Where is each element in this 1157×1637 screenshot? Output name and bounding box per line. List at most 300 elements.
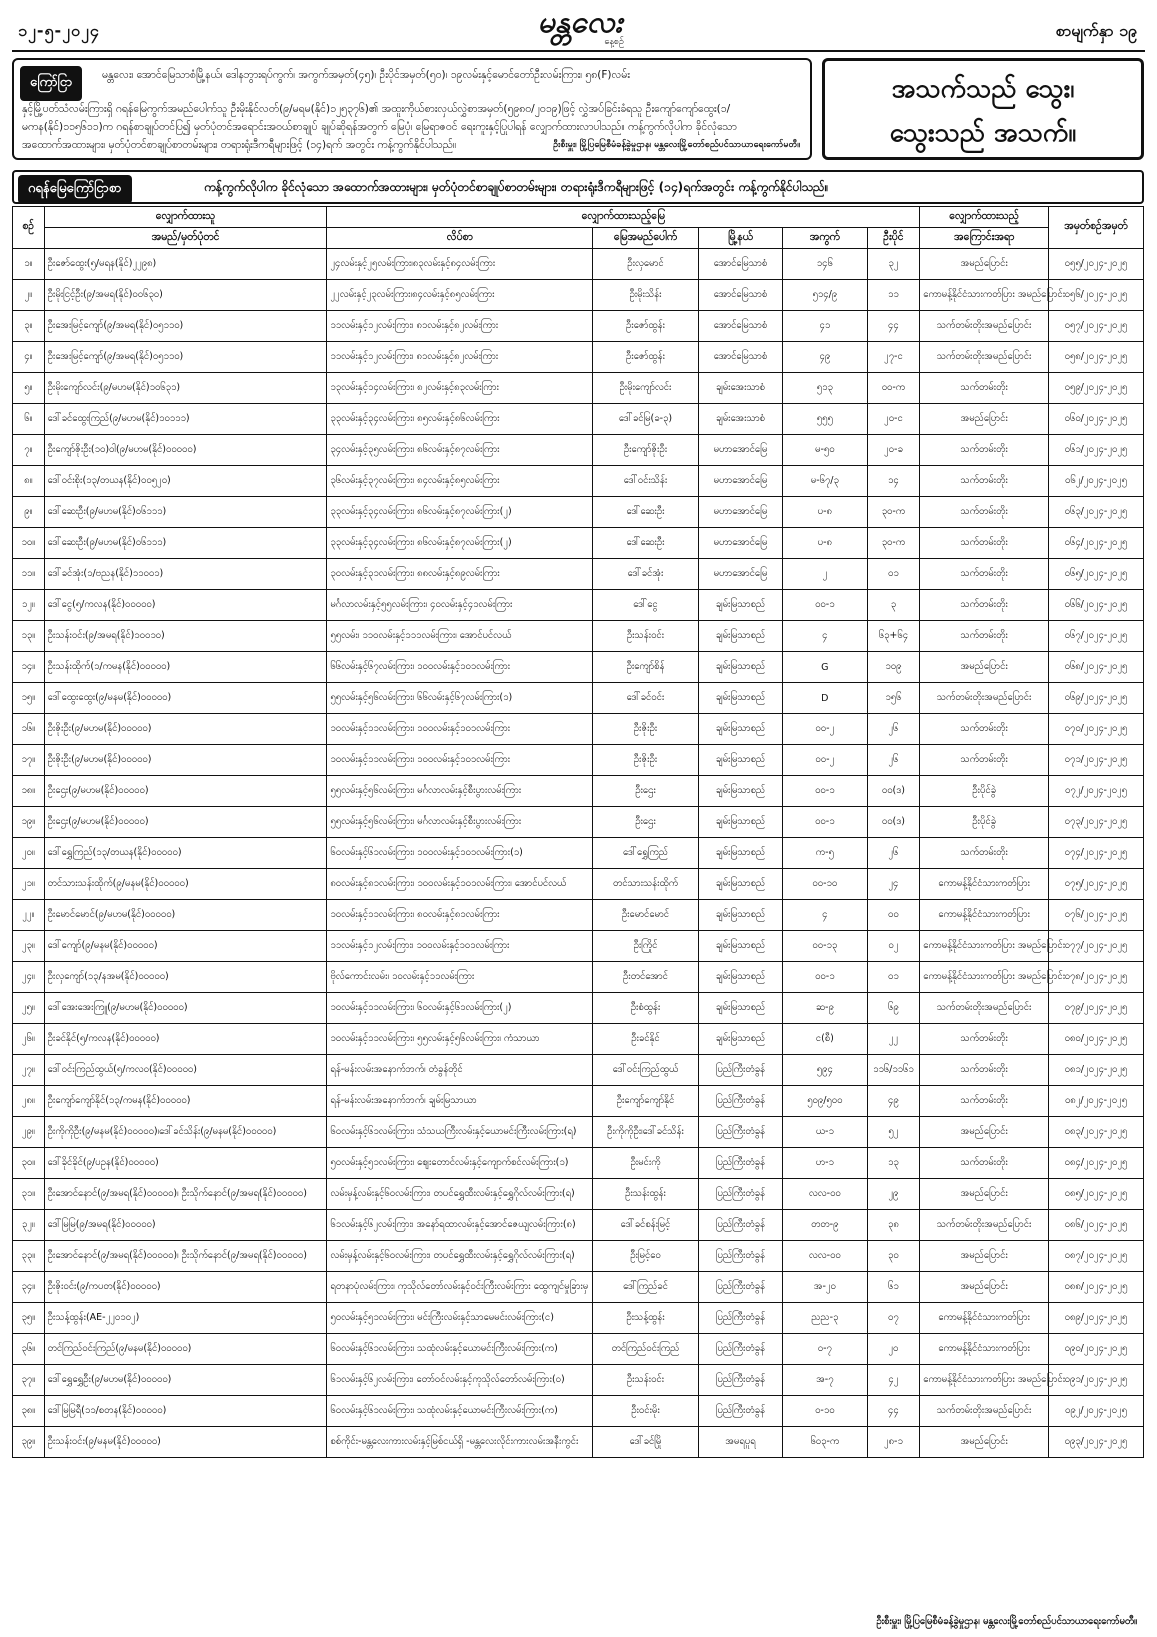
cell-row-no: ၂၃။ — [13, 931, 45, 962]
cell-row-no: ၇။ — [13, 435, 45, 466]
cell-block: ၀၀-၁ — [783, 776, 867, 807]
cell-reg-no: ၀၆၃/၂၀၂၄-၂၀၂၅ — [1048, 497, 1143, 528]
cell-applicant: ဒေါ်ထွေးထွေး(၉/မနမ(နိုင်)၀၀၀၀၀) — [44, 683, 327, 714]
cell-applicant: ဦးမိုးငြင့်ဦး(၉/အမရ(နိုင်)၀၀၆၃၀) — [44, 280, 327, 311]
cell-township: မဟာအောင်မြေ — [698, 435, 782, 466]
cell-address: ၈၀လမ်းနှင့်၈၁လမ်းကြား၊ ၁၀၀လမ်းနှင့်၁၀၁လမ်းကြား၊ အောင်ပင်လယ် — [327, 869, 593, 900]
cell-applicant: ဦးလှကျော်(၁၃/နအမ(နိုင်)၀၀၀၀၀) — [44, 962, 327, 993]
cell-block: D — [783, 683, 867, 714]
cell-plot: ၃၈ — [867, 1210, 920, 1241]
cell-owner: ဦးမြင့်ဝေ — [593, 1241, 699, 1272]
cell-plot: ၁၀၉ — [867, 652, 920, 683]
cell-applicant: ဦးသန့်ထွန်း(AE-၂၂၀၁၀၂) — [44, 1303, 327, 1334]
table-row — [13, 1272, 1144, 1303]
cell-owner: ဦးကျော်စိန် — [593, 652, 699, 683]
cell-row-no: ၃၅။ — [13, 1303, 45, 1334]
cell-block: ၀၀-၁ — [783, 590, 867, 621]
cell-address: ၃၀လမ်းနှင့်၃၁လမ်းကြား၊ ၈၈လမ်းနှင့်၈၉လမ်းကြား — [327, 559, 593, 590]
cell-row-no: ၁။ — [13, 249, 45, 280]
cell-owner: ဦးဇော်ထွန်း — [593, 342, 699, 373]
cell-plot: ၃ — [867, 590, 920, 621]
cell-address: ရန်-မန်းလမ်းအနောက်ဘက်၊ တံခွန်တိုင် — [327, 1055, 593, 1086]
cell-owner: ဒေါ်ရွှေကြည် — [593, 838, 699, 869]
cell-row-no: ၂၈။ — [13, 1086, 45, 1117]
cell-applicant: ဦးမောင်မောင်(၉/မဟမ(နိုင်)၀၀၀၀၀) — [44, 900, 327, 931]
table-row — [13, 1117, 1144, 1148]
table-subtitle: ကန့်ကွက်လိုပါက ခိုင်လုံသော အထောက်အထားများ၊ မှတ်ပုံတင်စာချုပ်စာတမ်းများ၊ တရားရုံးဒီကရီများဖြင့် (၁၄)ရက်အတွင်း ကန့်ကွက်နိုင်ပါသည်။ — [204, 180, 829, 194]
cell-address: ၆၀လမ်းနှင့်၆၁လမ်းကြား၊ သထုံလမ်းနှင့်ယောမင်းကြီးလမ်းကြား(က) — [327, 1396, 593, 1427]
cell-plot: ၄၉ — [867, 1086, 920, 1117]
table-row — [13, 404, 1144, 435]
cell-owner: တင်ကြည်ဝင်းကြည် — [593, 1334, 699, 1365]
cell-applicant: ဦးကျော်ကျော်နိုင်(၁၃/ကမန(နိုင်)၀၀၀၀၀) — [44, 1086, 327, 1117]
cell-reg-no: ၀၅၉/၂၀၂၄-၂၀၂၅ — [1048, 373, 1143, 404]
cell-plot: ၁၄ — [867, 466, 920, 497]
cell-reason: ကောမန့်နိုင်ငံသားကတ်ပြား အမည်ပြောင်း — [920, 962, 1049, 993]
table-row — [13, 962, 1144, 993]
table-row — [13, 1241, 1144, 1272]
cell-block: ၀၀-၁ — [783, 807, 867, 838]
cell-owner: ဦးမင်းကို — [593, 1148, 699, 1179]
cell-reason: ကောမန့်နိုင်ငံသားကတ်ပြား — [920, 869, 1049, 900]
col-header-reason: လျှောက်ထားသည့် — [920, 207, 1049, 228]
cell-township: ချမ်းမြသာစည် — [698, 714, 782, 745]
cell-row-no: ၁၅။ — [13, 683, 45, 714]
cell-reg-no: ၀၈၃/၂၀၂၄-၂၀၂၅ — [1048, 1117, 1143, 1148]
cell-reason: သက်တမ်းတိုး — [920, 590, 1049, 621]
cell-applicant: ဦးအောင်နောင်(၉/အမရ(နိုင်)၀၀၀၀၀)၊ ဦးသိုက်နောင်(၉/အမရ(နိုင်)၀၀၀၀၀) — [44, 1179, 327, 1210]
cell-address: ၂၄လမ်းနှင့်၂၅လမ်းကြား၊၈၃လမ်းနှင့်၈၄လမ်းကြား — [327, 249, 593, 280]
cell-row-no: ၂၇။ — [13, 1055, 45, 1086]
table-row — [13, 528, 1144, 559]
cell-owner: ဒေါ်ငွေ — [593, 590, 699, 621]
cell-reg-no: ၀၉၁/၂၀၂၄-၂၀၂၅ — [1048, 1365, 1143, 1396]
cell-owner: ဦးဌေး — [593, 807, 699, 838]
table-row — [13, 1148, 1144, 1179]
cell-owner: ဦးတင်အောင် — [593, 962, 699, 993]
cell-plot: ၃၀-က — [867, 497, 920, 528]
cell-block: G — [783, 652, 867, 683]
table-row — [13, 435, 1144, 466]
cell-plot: ၀၂ — [867, 931, 920, 962]
slogan-line1: အသက်သည် သွေး၊ — [891, 74, 1075, 104]
cell-owner: ဒေါ်ခင်စန်းမြင့် — [593, 1210, 699, 1241]
cell-plot: ၃၀-က — [867, 528, 920, 559]
cell-row-no: ၂။ — [13, 280, 45, 311]
table-row — [13, 466, 1144, 497]
table-row — [13, 776, 1144, 807]
cell-township: ချမ်းမြသာစည် — [698, 931, 782, 962]
cell-row-no: ၉။ — [13, 497, 45, 528]
table-row — [13, 1365, 1144, 1396]
cell-block: ပ-၈ — [783, 528, 867, 559]
cell-owner: ဒေါ်ခင်မြ(ခ-၃) — [593, 404, 699, 435]
cell-reason: သက်တမ်းတိုးအမည်ပြောင်း — [920, 342, 1049, 373]
cell-township: ချမ်းမြသာစည် — [698, 807, 782, 838]
cell-address: ၅၀လမ်းနှင့်၅၁လမ်းကြား၊ မင်းကြီးလမ်းနှင့်သာမေမင်းလမ်းကြား(င) — [327, 1303, 593, 1334]
cell-applicant: ဒေါ်ခင်အုံး(၁/ဗညန(နိုင်)၁၁၀၀၁) — [44, 559, 327, 590]
cell-reg-no: ၀၆၅/၂၀၂၄-၂၀၂၅ — [1048, 559, 1143, 590]
cell-address: ၅၅လမ်း၊ ၁၁၀လမ်းနှင့်၁၁၁လမ်းကြား၊ အောင်ပင်လယ် — [327, 621, 593, 652]
cell-reg-no: ၀၅၅/၂၀၂၄-၂၀၂၅ — [1048, 249, 1143, 280]
cell-block: ၄ — [783, 900, 867, 931]
cell-reason: သက်တမ်းတိုး — [920, 1148, 1049, 1179]
cell-reason: သက်တမ်းတိုး — [920, 435, 1049, 466]
cell-reason: ကောမန့်နိုင်ငံသားကတ်ပြား အမည်ပြောင်း — [920, 1365, 1049, 1396]
cell-owner: ဦးမိုးကျော်လင်း — [593, 373, 699, 404]
cell-plot: ၂၆ — [867, 838, 920, 869]
cell-township: ချမ်းမြသာစည် — [698, 683, 782, 714]
cell-applicant: ဦးကိုကိုဦး(၉/မနမ(နိုင်)၀၀၀၀၀)၊ဒေါ်ခင်သိန်း(၉/မနမ(နိုင်)၀၀၀၀၀) — [44, 1117, 327, 1148]
table-row — [13, 559, 1144, 590]
cell-applicant: ဒေါ်ဝင်းစိုး(၁၃/တယန(နိုင်)၀၀၅၂၀) — [44, 466, 327, 497]
cell-reg-no: ၀၇၅/၂၀၂၄-၂၀၂၅ — [1048, 869, 1143, 900]
cell-township: အောင်မြေသာစံ — [698, 342, 782, 373]
cell-reg-no: ၀၇၇/၂၀၂၄-၂၀၂၅ — [1048, 931, 1143, 962]
table-row — [13, 807, 1144, 838]
cell-address: လမ်းမှန့်လမ်းနှင့်၆၀လမ်းကြား၊ တပင်ရွှေထီးလမ်းနှင့်ရွှေဂိုလ်လမ်းကြား(ရ) — [327, 1179, 593, 1210]
cell-applicant: ဒေါ်အေးအေးကြူ(၉/မဟမ(နိုင်)၀၀၀၀၀) — [44, 993, 327, 1024]
cell-applicant: ဒေါ်မြမြ(၉/အမရ(နိုင်)၀၀၀၀၀) — [44, 1210, 327, 1241]
col-header-township: မြို့နယ် — [698, 228, 782, 249]
cell-reg-no: ၀၈၉/၂၀၂၄-၂၀၂၅ — [1048, 1303, 1143, 1334]
cell-block: ဆ-၉ — [783, 993, 867, 1024]
cell-plot: ၂၀-ခ — [867, 435, 920, 466]
cell-applicant: တင်သားသန်းထိုက်(၉/မနမ(နိုင်)၀၀၀၀၀) — [44, 869, 327, 900]
cell-reason: ကောမန့်နိုင်ငံသားကတ်ပြား အမည်ပြောင်း — [920, 931, 1049, 962]
masthead-subtitle: နေ့စဉ် — [604, 37, 624, 47]
cell-township: ပြည်ကြီးတံခွန် — [698, 1148, 782, 1179]
cell-address: ၁၁လမ်းနှင့်၁၂လမ်းကြား၊ ၁၀၀လမ်းနှင့်၁၀၁လမ်းကြား — [327, 931, 593, 962]
cell-plot: ၄၄ — [867, 311, 920, 342]
cell-row-no: ၂၁။ — [13, 869, 45, 900]
cell-address: ၅၅လမ်းနှင့်၅၆လမ်းကြား၊ ၆၆လမ်းနှင့်၆၇လမ်းကြား(၁) — [327, 683, 593, 714]
cell-reason: သက်တမ်းတိုး — [920, 838, 1049, 869]
cell-address: မင်္ဂလာလမ်းနှင့်၅၅လမ်းကြား၊ ၄၀လမ်းနှင့်၄၁လမ်းကြား — [327, 590, 593, 621]
page-footer: ဦးစီးမှူး၊ မြို့ပြမြေစီမံခန့်ခွဲမှုဌာန၊ မန္တလေးမြို့တော်စည်ပင်သာယာရေးကော်မတီ။ — [876, 1616, 1137, 1627]
cell-plot: ၆၃+၆၄ — [867, 621, 920, 652]
cell-row-no: ၄။ — [13, 342, 45, 373]
cell-reason: သက်တမ်းတိုးအမည်ပြောင်း — [920, 311, 1049, 342]
cell-plot: ၃၀ — [867, 1241, 920, 1272]
table-row — [13, 1427, 1144, 1458]
cell-row-no: ၃၇။ — [13, 1365, 45, 1396]
table-row — [13, 373, 1144, 404]
cell-plot: ၆၉ — [867, 993, 920, 1024]
cell-reg-no: ၀၇၆/၂၀၂၄-၂၀၂၅ — [1048, 900, 1143, 931]
cell-row-no: ၂၄။ — [13, 962, 45, 993]
table-row — [13, 931, 1144, 962]
cell-block: ပ-၈ — [783, 497, 867, 528]
cell-applicant: ဦးအောင်နောင်(၉/အမရ(နိုင်)၀၀၀၀၀)၊ ဦးသိုက်နောင်(၉/အမရ(နိုင်)၀၀၀၀၀) — [44, 1241, 327, 1272]
cell-applicant: ဒေါ်ဆေးဦး(၉/မဟမ(နိုင်)၀၆၁၁၁) — [44, 528, 327, 559]
col-header-land: လျှောက်ထားသည့်မြေ — [327, 207, 920, 228]
cell-plot: ၂၈-၁ — [867, 1427, 920, 1458]
cell-plot: ၂၆ — [867, 714, 920, 745]
notice-badge: ကြော်ငြာ — [20, 66, 82, 101]
cell-address: ၅၅လမ်းနှင့်၅၆လမ်းကြား၊ မင်္ဂလာလမ်းနှင့်စီးပွားလမ်းကြား — [327, 776, 593, 807]
cell-owner: ဦးဇိုးဦး — [593, 714, 699, 745]
cell-plot: ၂၉ — [867, 1179, 920, 1210]
table-row — [13, 714, 1144, 745]
table-header-row — [13, 207, 1144, 228]
cell-reason: အမည်ပြောင်း — [920, 652, 1049, 683]
cell-reg-no: ၀၆၆/၂၀၂၄-၂၀၂၅ — [1048, 590, 1143, 621]
cell-applicant: ဒေါ်ဝင်းကြည်ထွယ်(၅/ကလဝ(နိုင်)၀၀၀၀၀) — [44, 1055, 327, 1086]
cell-township: ချမ်းမြသာစည် — [698, 621, 782, 652]
cell-reg-no: ၀၇၈/၂၀၂၄-၂၀၂၅ — [1048, 962, 1143, 993]
cell-block: ၄ — [783, 621, 867, 652]
cell-reg-no: ၀၈၅/၂၀၂၄-၂၀၂၅ — [1048, 1179, 1143, 1210]
cell-row-no: ၂၅။ — [13, 993, 45, 1024]
table-row — [13, 869, 1144, 900]
cell-plot: ၀၁ — [867, 962, 920, 993]
cell-reg-no: ၀၈၁/၂၀၂၄-၂၀၂၅ — [1048, 1055, 1143, 1086]
cell-block: ၅၁၄/၉ — [783, 280, 867, 311]
cell-reg-no: ၀၆၉/၂၀၂၄-၂၀၂၅ — [1048, 683, 1143, 714]
cell-applicant: ဦးခင်နိုင်(၅/ကလန(နိုင်)၀၀၀၀၀) — [44, 1024, 327, 1055]
cell-reason: ကောမန့်နိုင်ငံသားကတ်ပြား အမည်ပြောင်း — [920, 280, 1049, 311]
table-badge: ဂရန်မြေကြော်ငြာစာ — [18, 175, 132, 204]
cell-reg-no: ၀၉၀/၂၀၂၄-၂၀၂၅ — [1048, 1334, 1143, 1365]
cell-owner: ဒေါ်ဆေးဦး — [593, 497, 699, 528]
cell-applicant: ဦးဇိုးဦး(၉/မဟမ(နိုင်)၀၀၀၀၀) — [44, 714, 327, 745]
cell-address: ဗိုလ်ကောင်းလမ်း၊ ၁၀လမ်းနှင့်၁၁လမ်းကြား — [327, 962, 593, 993]
cell-reason: သက်တမ်းတိုးအမည်ပြောင်း — [920, 683, 1049, 714]
cell-reg-no: ၀၈၀/၂၀၂၄-၂၀၂၅ — [1048, 1024, 1143, 1055]
cell-plot: ၅၂ — [867, 1117, 920, 1148]
cell-row-no: ၃၁။ — [13, 1179, 45, 1210]
table-row — [13, 652, 1144, 683]
cell-address: ၃၄လမ်းနှင့်၃၅လမ်းကြား၊ ၈၆လမ်းနှင့်၈၇လမ်းကြား — [327, 435, 593, 466]
cell-applicant: တင်ကြည်ဝင်းကြည်(၉/မနမ(နိုင်)၀၀၀၀၀) — [44, 1334, 327, 1365]
cell-township: အမရပူရ — [698, 1427, 782, 1458]
cell-address: ၅၅လမ်းနှင့်၅၆လမ်းကြား၊ မင်္ဂလာလမ်းနှင့်စီးပွားလမ်းကြား — [327, 807, 593, 838]
cell-applicant: ဦးကျော်ဇိုးဦး(၁၀)ဝါ(၉/မဟမ(နိုင်)၀၀၀၀၀) — [44, 435, 327, 466]
cell-owner: ဒေါ်ဝင်းသိန်း — [593, 466, 699, 497]
cell-township: ချမ်းမြသာစည် — [698, 869, 782, 900]
table-row — [13, 280, 1144, 311]
table-row — [13, 249, 1144, 280]
col-header-applicant: လျှောက်ထားသူ — [44, 207, 327, 228]
cell-applicant: ဦးဌေး(၉/မဟမ(နိုင်)၀၀၀၀၀) — [44, 776, 327, 807]
cell-reason: သက်တမ်းတိုး — [920, 1055, 1049, 1086]
cell-township: ချမ်းမြသာစည် — [698, 745, 782, 776]
issue-date: ၁၂-၅-၂၀၂၄ — [18, 21, 100, 40]
table-row — [13, 1303, 1144, 1334]
cell-row-no: ၁၄။ — [13, 652, 45, 683]
cell-plot: ၂၄ — [867, 869, 920, 900]
cell-row-no: ၃၉။ — [13, 1427, 45, 1458]
cell-reg-no: ၀၆၈/၂၀၂၄-၂၀၂၅ — [1048, 652, 1143, 683]
cell-row-no: ၈။ — [13, 466, 45, 497]
cell-row-no: ၅။ — [13, 373, 45, 404]
cell-row-no: ၁၂။ — [13, 590, 45, 621]
cell-address: ၁၃လမ်းနှင့်၁၄လမ်းကြား၊ ၈၂လမ်းနှင့်၈၃လမ်းကြား — [327, 373, 593, 404]
cell-applicant: ဦးဇိုးဝင်း(၉/ကပတ(နိုင်)၀၀၀၀၀) — [44, 1272, 327, 1303]
cell-address: စစ်ကိုင်း-မန္တလေးကားလမ်းနှင့်မြစ်ငယ်ရှိ -မန္တလေးလိုင်းကားလမ်းအနီးကွင်း — [327, 1427, 593, 1458]
cell-plot: ၂၂ — [867, 1024, 920, 1055]
cell-owner: ဦးသန်းထွန်း — [593, 1179, 699, 1210]
col-header-applicant-sub: အမည်/မှတ်ပုံတင် — [44, 228, 327, 249]
cell-row-no: ၁၆။ — [13, 714, 45, 745]
cell-address: ၆၀လမ်းနှင့်၆၁လမ်းကြား၊ သံသယကြီးလမ်းနှင့်ယောမင်းကြီးလမ်းကြား(ရ) — [327, 1117, 593, 1148]
cell-row-no: ၃၃။ — [13, 1241, 45, 1272]
cell-row-no: ၂၀။ — [13, 838, 45, 869]
cell-township: အောင်မြေသာစံ — [698, 249, 782, 280]
cell-address: ရတနာပုံလမ်းကြား၊ ကုသိုလ်တော်လမ်းနှင့်ဝင်းကြီးလမ်းကြား ထွေကျင်မှုခြားမှ — [327, 1272, 593, 1303]
notice-footer: ဦးစီးမှူး၊ မြို့ပြမြေစီမံခန့်ခွဲမှုဌာန၊ မန္တလေးမြို့တော်စည်ပင်သာယာရေးကော်မတီ။ — [553, 140, 800, 150]
cell-applicant: ဒေါ်ခိုင်ခိုင်(၉/ပဥန(နိုင်)၀၀၀၀၀) — [44, 1148, 327, 1179]
cell-address: ၅၀လမ်းနှင့်၅၁လမ်းကြား၊ ဈေးတောင်လမ်းနှင့်ကျောက်စင်လမ်းကြား(၁) — [327, 1148, 593, 1179]
cell-owner: ဒေါ်ဆေးဦး — [593, 528, 699, 559]
cell-owner: ဦးကျော်ဇိုးဦး — [593, 435, 699, 466]
cell-plot: ၁၅၆ — [867, 683, 920, 714]
cell-row-no: ၁၉။ — [13, 807, 45, 838]
cell-block: မ-၅၀ — [783, 435, 867, 466]
cell-row-no: ၃၆။ — [13, 1334, 45, 1365]
masthead — [520, 6, 640, 56]
cell-block: ၀၀-၂ — [783, 745, 867, 776]
cell-reg-no: ၀၈၆/၂၀၂၄-၂၀၂၅ — [1048, 1210, 1143, 1241]
cell-reg-no: ၀၆၁/၂၀၂၄-၂၀၂၅ — [1048, 435, 1143, 466]
cell-applicant: ဒေါ်ကျော်(၉/မနမ(နိုင်)၀၀၀၀၀) — [44, 931, 327, 962]
cell-address: ရန်-မန်းလမ်းအနောက်ဘက်၊ ချမ်းမြသာယာ — [327, 1086, 593, 1117]
cell-address: ၃၃လမ်းနှင့်၃၄လမ်းကြား၊ ၈၆လမ်းနှင့်၈၇လမ်းကြား(၂) — [327, 528, 593, 559]
cell-reason: ဦးပိုင်ခွဲ — [920, 807, 1049, 838]
cell-block: ညည-၃ — [783, 1303, 867, 1334]
cell-block: ၀၀-၁၃ — [783, 931, 867, 962]
cell-address: ၁၁လမ်းနှင့်၁၂လမ်းကြား၊ ၈၁လမ်းနှင့်၈၂လမ်းကြား — [327, 311, 593, 342]
cell-row-no: ၁၈။ — [13, 776, 45, 807]
cell-township: ချမ်းအေးသာစံ — [698, 404, 782, 435]
table-row — [13, 900, 1144, 931]
cell-plot: ၂၇-င — [867, 342, 920, 373]
cell-address: ၆၁လမ်းနှင့်၆၂လမ်းကြား၊ တော်ဝင်လမ်းနှင့်ကုသိုလ်တော်လမ်းကြား(ဝ) — [327, 1365, 593, 1396]
table-row — [13, 1179, 1144, 1210]
col-header-reg: အမှတ်စဉ်အမှတ် — [1048, 207, 1143, 249]
notice-box — [12, 58, 812, 160]
cell-plot: ၀၇ — [867, 1303, 920, 1334]
table-row — [13, 1334, 1144, 1365]
cell-owner: ဦးမိုးသိန်း — [593, 280, 699, 311]
cell-owner: ဦးလှမောင် — [593, 249, 699, 280]
cell-applicant: ဒေါ်ရွှေကြည်(၁၃/တယန(နိုင်)၀၀၀၀၀) — [44, 838, 327, 869]
cell-reg-no: ၀၆၄/၂၀၂၄-၂၀၂၅ — [1048, 528, 1143, 559]
cell-owner: ဦးကြိုင် — [593, 931, 699, 962]
cell-township: ချမ်းမြသာစည် — [698, 838, 782, 869]
masthead-logo: မန္တလေး — [537, 5, 623, 40]
cell-applicant: ဒေါ်ဆေးဦး(၉/မဟမ(နိုင်)၀၆၁၁၁) — [44, 497, 327, 528]
cell-township: ချမ်းမြသာစည် — [698, 900, 782, 931]
cell-township: ပြည်ကြီးတံခွန် — [698, 1365, 782, 1396]
cell-township: ပြည်ကြီးတံခွန် — [698, 1086, 782, 1117]
cell-applicant: ဒေါ်ခင်ထွေးကြည်(၉/မဟမ(နိုင်)၁၀၁၁၁) — [44, 404, 327, 435]
cell-owner: တင်သားသန်းထိုက် — [593, 869, 699, 900]
cell-applicant: ဦးဇိုးဦး(၉/မဟမ(နိုင်)၀၀၀၀၀) — [44, 745, 327, 776]
cell-address: ၁၀လမ်းနှင့်၁၁လမ်းကြား၊ ၁၀၀လမ်းနှင့်၁၀၁လမ်းကြား — [327, 714, 593, 745]
cell-block: ၅၁၃ — [783, 373, 867, 404]
cell-owner: ဦးသန်းဝင်း — [593, 621, 699, 652]
cell-reg-no: ၀၈၄/၂၀၂၄-၂၀၂၅ — [1048, 1148, 1143, 1179]
cell-township: ပြည်ကြီးတံခွန် — [698, 1210, 782, 1241]
table-row — [13, 590, 1144, 621]
cell-owner: ဦးဝင်းမိုး — [593, 1396, 699, 1427]
cell-block: ၅၀၉/၅၀၀ — [783, 1086, 867, 1117]
cell-reg-no: ၀၈၇/၂၀၂၄-၂၀၂၅ — [1048, 1241, 1143, 1272]
cell-owner: ဦးခင်နိုင် — [593, 1024, 699, 1055]
cell-block: ၆၀၃-က — [783, 1427, 867, 1458]
cell-row-no: ၁၃။ — [13, 621, 45, 652]
cell-reg-no: ၀၇၄/၂၀၂၄-၂၀၂၅ — [1048, 838, 1143, 869]
table-row — [13, 1396, 1144, 1427]
cell-plot: ၁၁ — [867, 280, 920, 311]
cell-owner: ဒေါ်ခင်အုံး — [593, 559, 699, 590]
cell-reason: သက်တမ်းတိုး — [920, 745, 1049, 776]
cell-reg-no: ၀၇၂/၂၀၂၄-၂၀၂၅ — [1048, 776, 1143, 807]
table-row — [13, 1210, 1144, 1241]
table-row — [13, 993, 1144, 1024]
slogan-line2: သွေးသည် အသက်။ — [889, 118, 1077, 148]
cell-township: အောင်မြေသာစံ — [698, 280, 782, 311]
cell-block: ဟ-၁ — [783, 1148, 867, 1179]
cell-applicant: ဒေါ်ငွေ(၅/ကလန(နိုင်)၀၀၀၀၀) — [44, 590, 327, 621]
cell-owner: ဦးဇိုးဦး — [593, 745, 699, 776]
cell-address: ၃၆လမ်းနှင့်၃၇လမ်းကြား၊ ၈၄လမ်းနှင့်၈၅လမ်းကြား — [327, 466, 593, 497]
cell-row-no: ၁၁။ — [13, 559, 45, 590]
cell-reason: သက်တမ်းတိုး — [920, 559, 1049, 590]
cell-block: ဝ-၇ — [783, 1334, 867, 1365]
cell-township: ပြည်ကြီးတံခွန် — [698, 1241, 782, 1272]
table-row — [13, 745, 1144, 776]
col-header-plot: ဦးပိုင် — [867, 228, 920, 249]
cell-row-no: ၁၀။ — [13, 528, 45, 559]
cell-township: ချမ်းမြသာစည် — [698, 993, 782, 1024]
cell-reason: အမည်ပြောင်း — [920, 404, 1049, 435]
cell-plot: ၀၀ — [867, 900, 920, 931]
cell-township: ပြည်ကြီးတံခွန် — [698, 1179, 782, 1210]
cell-township: ပြည်ကြီးတံခွန် — [698, 1334, 782, 1365]
cell-reason: သက်တမ်းတိုး — [920, 497, 1049, 528]
cell-block: ၄၁ — [783, 311, 867, 342]
cell-plot: ၄၄ — [867, 1396, 920, 1427]
table-row — [13, 1086, 1144, 1117]
cell-owner: ဒေါ်ကြည်ခင် — [593, 1272, 699, 1303]
cell-row-no: ၂၂။ — [13, 900, 45, 931]
cell-row-no: ၃၈။ — [13, 1396, 45, 1427]
cell-block: ၅၅၅ — [783, 404, 867, 435]
cell-row-no: ၂၆။ — [13, 1024, 45, 1055]
cell-address: ၆၀လမ်းနှင့်၆၁လမ်းကြား၊ ၁၀၀လမ်းနှင့်၁၀၁လမ်းကြား(၁) — [327, 838, 593, 869]
cell-reason: ကောမန့်နိုင်ငံသားကတ်ပြား — [920, 1303, 1049, 1334]
cell-row-no: ၃၂။ — [13, 1210, 45, 1241]
notice-text-body: နှင့်မြို့ပတ်သံလမ်းကြားရှိ ဂရန်မြေကွက်အမည်ပေါက်သူ ဦးမိုးနိုင်လတ်(၉/မရမ(နိုင်)၁၂၅၃၇၆)၏ အထူးကိုယ်စားလှယ်လွှဲစာအမှတ်(၅၉၈၀/၂၀၁၉)ဖြင့် လွှဲအပ်ခြင်းခံရသူ ဦးကျော်ကျော်ထွေး(၁/မကန(နိုင်)၁၁၅၆၁၁)က ဂရန်စာချုပ်တင်ပြ၍ မှတ်ပုံတင်အရောင်းအဝယ်စာချုပ် ချုပ်ဆိုရန်အတွက် မြေပုံ၊ မြေရာဇဝင် ရေးကူးနှင့်ပြုပါရန် လျှောက်ထားလာပါသည်။ ကန့်ကွက်လိုပါက ခိုင်လုံသောအထောက်အထားများ၊ မှတ်ပုံတင်စာချုပ်စာတမ်းများ၊ တရားရုံးဒီကရီများဖြင့် (၁၄)ရက် အတွင်း ကန့်ကွက်နိုင်ပါသည်။ — [22, 103, 737, 151]
cell-reason: အမည်ပြောင်း — [920, 1272, 1049, 1303]
cell-applicant: ဦးမိုးကျော်လင်း(၉/မဟမ(နိုင်)၁၀၆၃၁) — [44, 373, 327, 404]
cell-reason: အမည်ပြောင်း — [920, 1427, 1049, 1458]
cell-row-no: ၃၄။ — [13, 1272, 45, 1303]
cell-reg-no: ၀၅၆/၂၀၂၄-၂၀၂၅ — [1048, 280, 1143, 311]
cell-reason: သက်တမ်းတိုးအမည်ပြောင်း — [920, 993, 1049, 1024]
blood-slogan-box — [822, 58, 1144, 160]
cell-block: မ-၆၇/၃ — [783, 466, 867, 497]
cell-reg-no: ၀၆၇/၂၀၂၄-၂၀၂၅ — [1048, 621, 1143, 652]
cell-reg-no: ၀၅၇/၂၀၂၄-၂၀၂၅ — [1048, 311, 1143, 342]
cell-owner: ဦးမောင်မောင် — [593, 900, 699, 931]
table-banner — [12, 170, 1144, 204]
cell-block: ၀၀-၁၀ — [783, 869, 867, 900]
col-header-block: အကွက် — [783, 228, 867, 249]
